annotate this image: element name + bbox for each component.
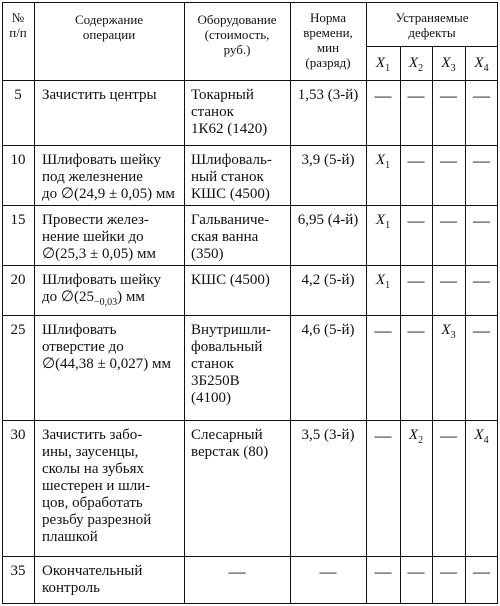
- row-equipment: Внутришли- фовальный станок 3Б250В (4100): [191, 322, 271, 406]
- column-divider: [34, 2, 35, 604]
- header-x4: $X_4$: [474, 55, 489, 74]
- row-equipment: Слесарный верстак (80): [191, 427, 269, 460]
- row-norm: 3,5 (3-й): [301, 427, 355, 443]
- row-divider: [2, 315, 498, 316]
- row-num: 35: [10, 563, 26, 579]
- header-content: Содержание операции: [74, 12, 144, 42]
- row-divider: [2, 556, 498, 557]
- row-content: Зачистить забо- ины, заусенцы, сколы на зубьях шестерен и шли- цов, обработать резьбу разрезной плашкой: [42, 427, 152, 545]
- row-equipment: КШС (4500): [191, 272, 270, 288]
- header-bottom-line: [2, 80, 498, 81]
- row-defect-x2: $X_2$: [408, 427, 424, 446]
- row-defect-x3: —: [440, 86, 457, 105]
- row-defect-x4: —: [473, 271, 490, 290]
- row-num: 15: [10, 212, 26, 228]
- row-defect-x1: $X_1$: [375, 152, 391, 171]
- row-num: 25: [10, 322, 26, 338]
- row-equipment: Токарный станок 1К62 (1420): [191, 87, 268, 137]
- row-defect-x2: —: [407, 562, 425, 581]
- row-defect-x4: —: [473, 211, 490, 230]
- row-defect-x3: —: [440, 426, 457, 445]
- header-x1: $X_1$: [375, 55, 391, 74]
- header-defects: Устраняемые дефекты: [395, 10, 469, 40]
- tolerance-subscript: −0,03: [93, 297, 118, 308]
- row-defect-x1: —: [374, 86, 392, 105]
- row-defect-x3: —: [440, 151, 457, 170]
- row-defect-x1: $X_1$: [375, 212, 391, 231]
- header-num: № п/п: [9, 10, 27, 40]
- header-x3: $X_3$: [441, 55, 456, 74]
- column-divider: [184, 2, 185, 604]
- row-equipment: —: [228, 562, 246, 581]
- row-defect-x2: —: [407, 271, 425, 290]
- row-defect-x3: —: [440, 271, 457, 290]
- row-defect-x1: —: [374, 321, 392, 340]
- row-content: Шлифовать шейку до $\emptyset(25_{-0,03})$ мм: [42, 272, 161, 308]
- row-defect-x1: —: [374, 426, 392, 445]
- row-defect-x4: —: [473, 86, 490, 105]
- header-equipment: Оборудование (стоимость, руб.): [197, 12, 277, 57]
- row-norm: 4,2 (5-й): [301, 272, 355, 288]
- row-num: 5: [14, 87, 22, 103]
- row-defect-x4: —: [473, 562, 490, 581]
- row-divider: [2, 420, 498, 421]
- row-divider: [2, 145, 498, 146]
- row-defect-x4: $X_4$: [474, 427, 489, 446]
- row-defect-x1: —: [374, 562, 392, 581]
- row-content: Провести желез- нение шейки до ∅(25,3 ± 0,05) мм: [42, 212, 157, 262]
- header-x2: $X_2$: [408, 55, 424, 74]
- row-norm: 6,95 (4-й): [297, 212, 359, 228]
- row-defect-x3: —: [440, 562, 457, 581]
- row-defect-x2: —: [407, 86, 425, 105]
- row-norm: —: [319, 562, 337, 581]
- row-equipment: Гальваниче- ская ванна (350): [191, 212, 270, 262]
- row-defect-x3: $X_3$: [441, 322, 456, 341]
- row-defect-x4: —: [473, 151, 490, 170]
- row-content: Шлифовать отверстие до ∅(44,38 ± 0,027) мм: [42, 322, 172, 372]
- row-equipment: Шлифоваль- ный станок КШС (4500): [191, 152, 272, 202]
- row-num: 20: [10, 272, 26, 288]
- row-content: Зачистить центры: [42, 87, 157, 103]
- row-norm: 3,9 (5-й): [301, 152, 355, 168]
- row-norm: 1,53 (3-й): [297, 87, 359, 103]
- row-defect-x2: —: [407, 211, 425, 230]
- row-defect-x4: —: [473, 321, 490, 340]
- row-defect-x2: —: [407, 151, 425, 170]
- row-content: Окончательный контроль: [42, 563, 143, 596]
- row-defect-x2: —: [407, 321, 425, 340]
- row-content: Шлифовать шейку под железнение до ∅(24,9 ± 0,05) мм: [42, 152, 175, 202]
- header-norm: Норма времени, мин (разряд): [303, 10, 353, 70]
- row-divider: [2, 205, 498, 206]
- row-divider: [2, 265, 498, 266]
- row-num: 10: [10, 152, 26, 168]
- row-norm: 4,6 (5-й): [301, 322, 355, 338]
- row-defect-x1: $X_1$: [375, 272, 391, 291]
- row-defect-x3: —: [440, 211, 457, 230]
- row-num: 30: [10, 427, 26, 443]
